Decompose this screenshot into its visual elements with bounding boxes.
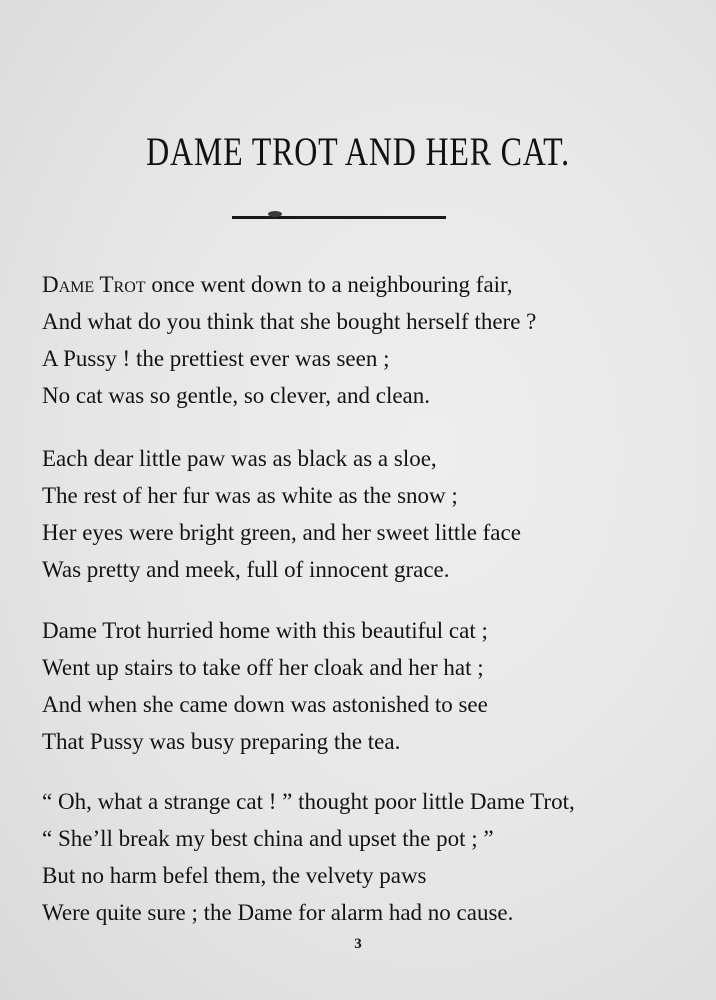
stanza-2 [42,440,682,588]
verse-line: “ Oh, what a strange cat ! ” thought poor little Dame Trot, [42,789,575,814]
verse-line: And what do you think that she bought herself there ? [42,309,537,334]
page-title: DAME TROT AND HER CAT. [146,129,570,174]
verse-line: Was pretty and meek, full of innocent grace. [42,557,450,582]
verse-line: And when she came down was astonished to see [42,692,488,717]
verse-line: But no harm befel them, the velvety paws [42,863,427,888]
verse-line: Her eyes were bright green, and her sweet little face [42,520,521,545]
verse-line: Each dear little paw was as black as a sloe, [42,446,437,471]
verse-line: Dame Trot hurried home with this beautiful cat ; [42,618,488,643]
stanza-3 [42,612,682,760]
verse-line-lead: Dame Trot [42,272,146,297]
verse-line: The rest of her fur was as white as the snow ; [42,483,458,508]
verse-line: Went up stairs to take off her cloak and her hat ; [42,655,484,680]
verse-line: That Pussy was busy preparing the tea. [42,729,401,754]
verse-line [42,266,682,303]
stanza-4 [42,783,682,931]
title-divider [232,216,446,219]
page-number: 3 [354,936,362,952]
verse-line: Were quite sure ; the Dame for alarm had no cause. [42,900,514,925]
verse-line: “ She’ll break my best china and upset the pot ; ” [42,826,494,851]
verse-line: No cat was so gentle, so clever, and clean. [42,383,431,408]
ink-blot [268,211,282,217]
verse-line: A Pussy ! the prettiest ever was seen ; [42,346,390,371]
verse-line-rest: once went down to a neighbouring fair, [145,272,513,297]
stanza-1 [42,266,682,414]
